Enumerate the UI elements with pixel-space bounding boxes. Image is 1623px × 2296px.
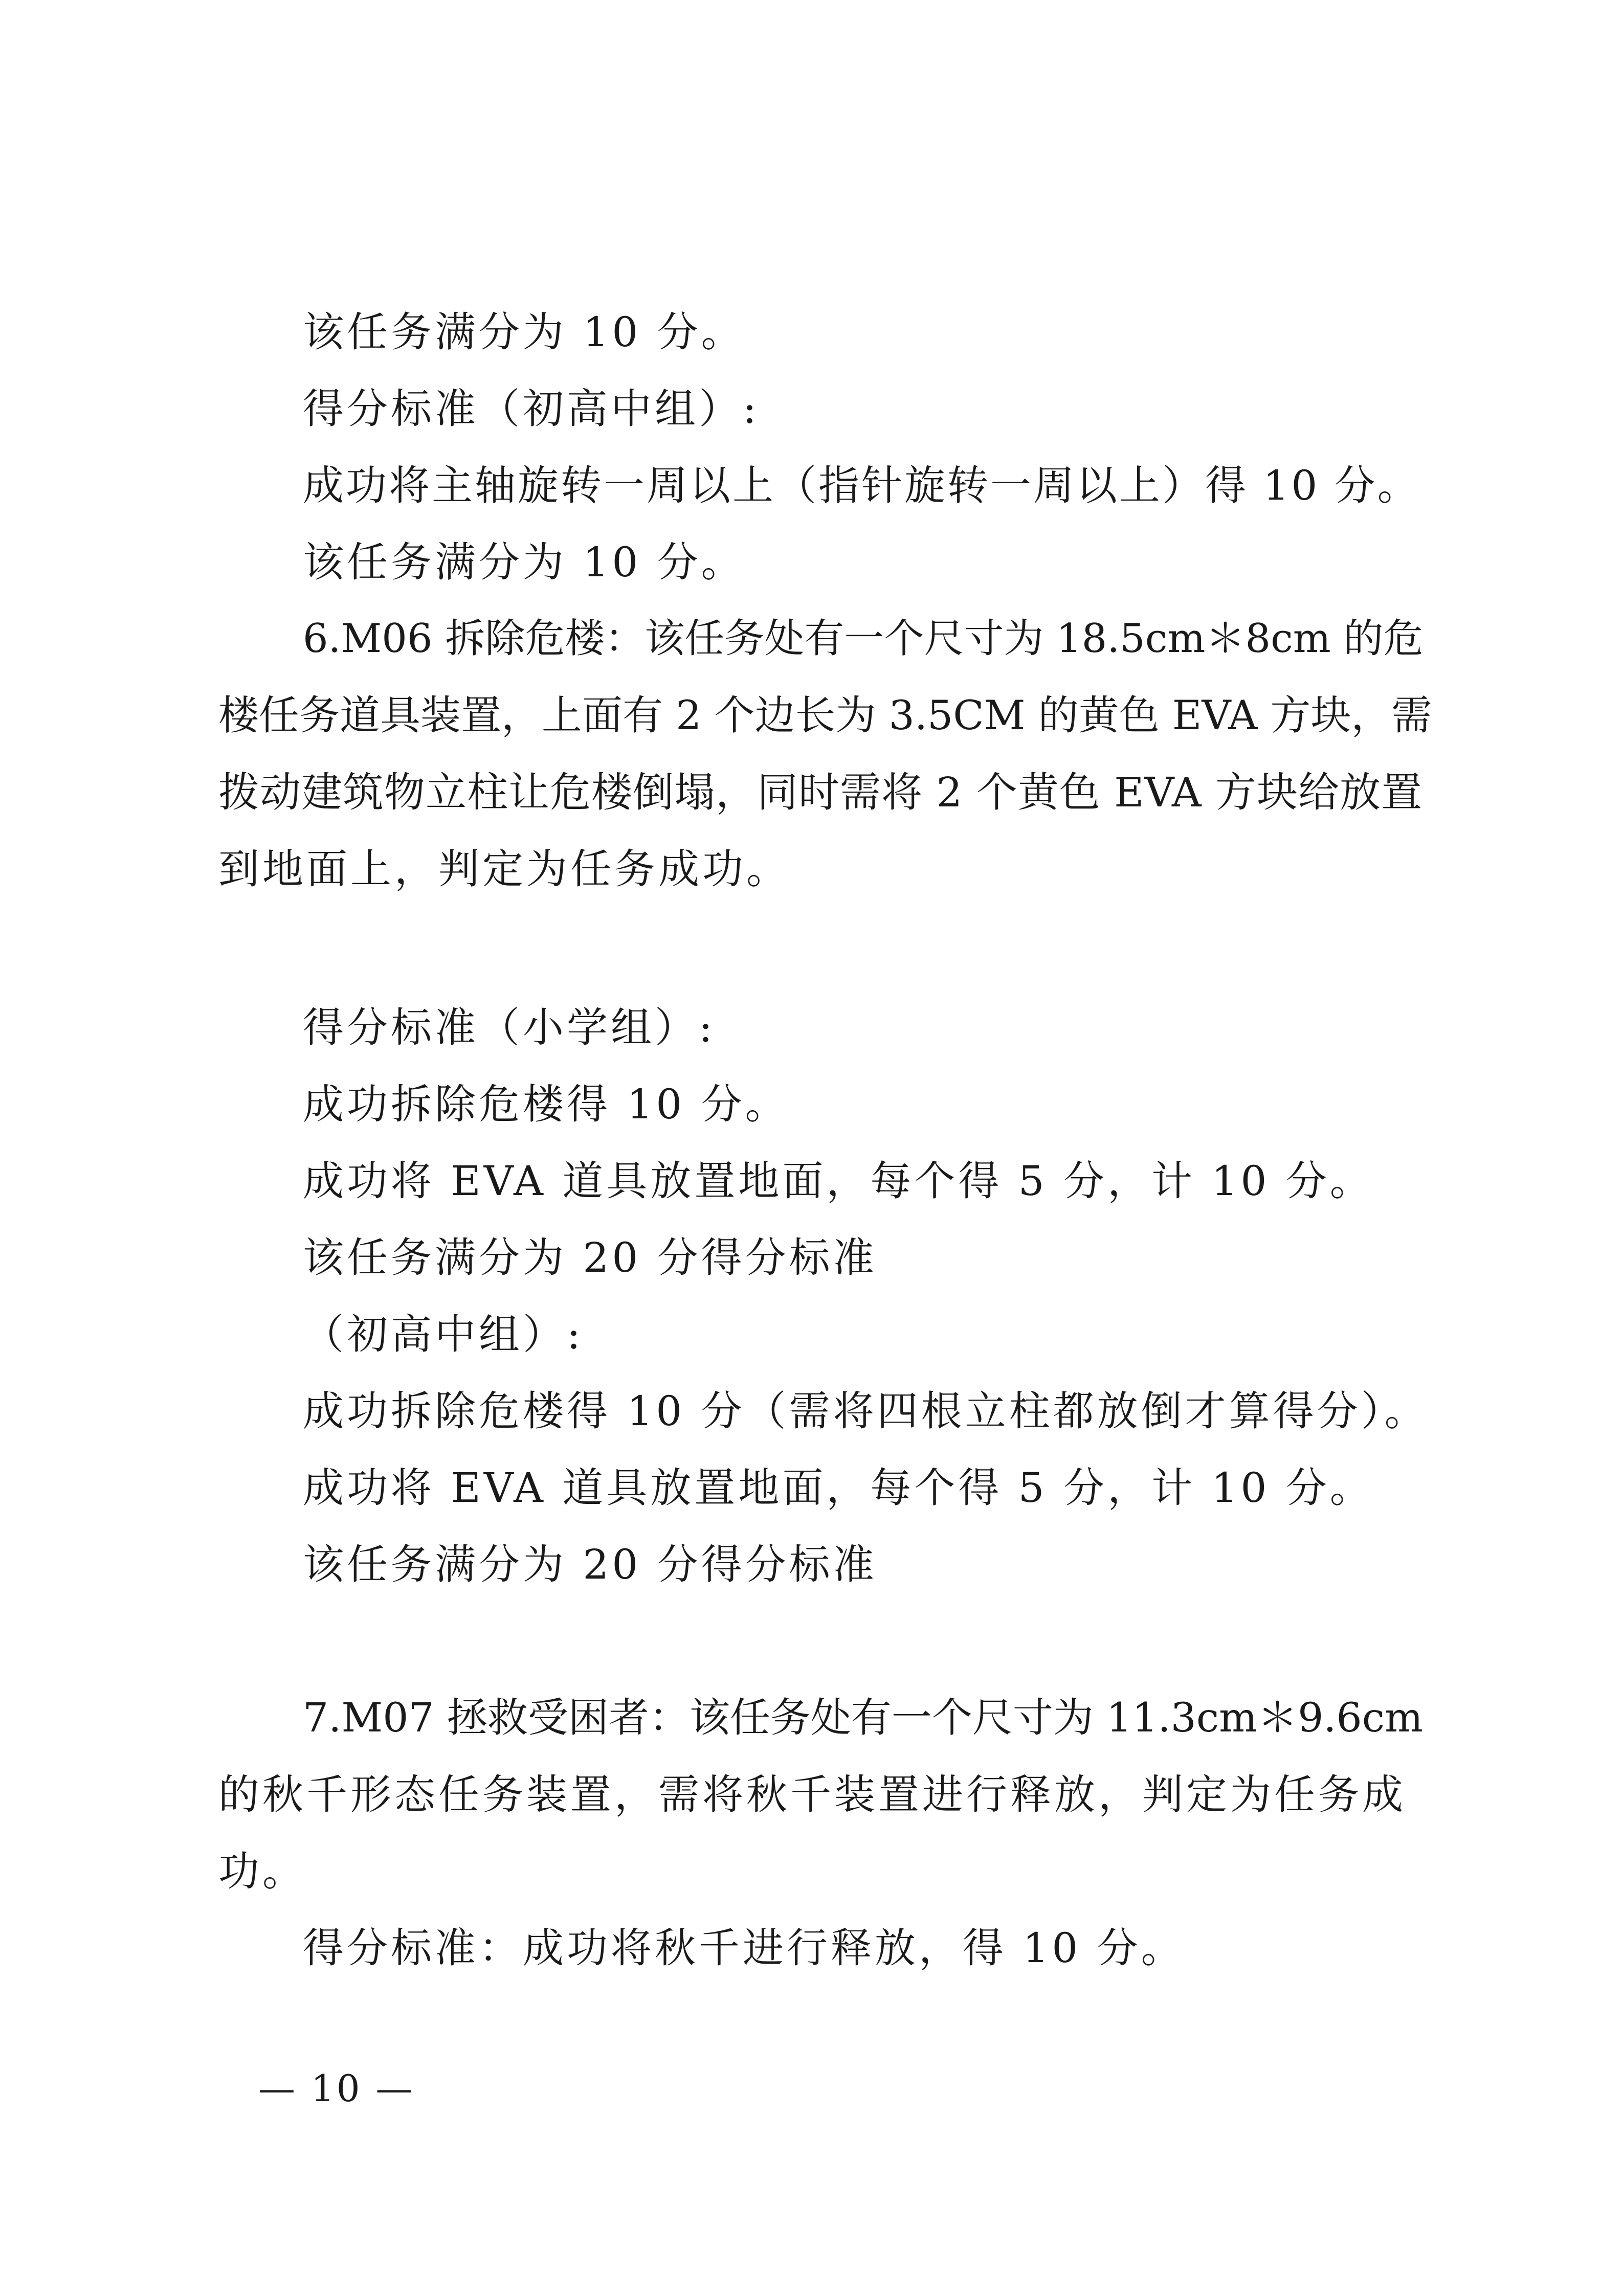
paragraph-line: （初高中组）: bbox=[303, 1311, 584, 1358]
paragraph-line: 得分标准（初高中组）: bbox=[303, 385, 760, 433]
paragraph-line: 该任务满分为 10 分。 bbox=[303, 538, 745, 586]
section-heading-m06: 6.M06 拆除危楼：该任务处有一个尺寸为 18.5cm＊8cm 的危 bbox=[303, 616, 1424, 662]
paragraph-line: 的秋千形态任务装置，需将秋千装置进行释放，判定为任务成 bbox=[218, 1771, 1406, 1818]
page-number: — 10 — bbox=[258, 2067, 415, 2110]
paragraph-line: 得分标准（小学组）: bbox=[303, 1004, 716, 1051]
paragraph-line: 拨动建筑物立柱让危楼倒塌，同时需将 2 个黄色 EVA 方块给放置 bbox=[218, 769, 1423, 816]
section-heading-m07: 7.M07 拯救受困者：该任务处有一个尺寸为 11.3cm＊9.6cm bbox=[303, 1694, 1423, 1741]
paragraph-line: 得分标准：成功将秋千进行释放，得 10 分。 bbox=[303, 1924, 1185, 1972]
paragraph-line: 该任务满分为 20 分得分标准 bbox=[303, 1541, 877, 1588]
paragraph-line: 到地面上，判定为任务成功。 bbox=[218, 845, 790, 893]
paragraph-line: 成功拆除危楼得 10 分。 bbox=[303, 1081, 789, 1128]
paragraph-line: 该任务满分为 20 分得分标准 bbox=[303, 1234, 877, 1281]
paragraph-line: 成功拆除危楼得 10 分（需将四根立柱都放倒才算得分）。 bbox=[303, 1387, 1429, 1435]
paragraph-line: 成功将主轴旋转一周以上（指针旋转一周以上）得 10 分。 bbox=[303, 462, 1420, 509]
paragraph-line: 楼任务道具装置，上面有 2 个边长为 3.5CM 的黄色 EVA 方块，需 bbox=[218, 692, 1432, 739]
paragraph-line: 该任务满分为 10 分。 bbox=[303, 308, 745, 356]
paragraph-line: 功。 bbox=[218, 1848, 306, 1895]
paragraph-line: 成功将 EVA 道具放置地面，每个得 5 分，计 10 分。 bbox=[303, 1157, 1374, 1205]
paragraph-line: 成功将 EVA 道具放置地面，每个得 5 分，计 10 分。 bbox=[303, 1464, 1374, 1512]
